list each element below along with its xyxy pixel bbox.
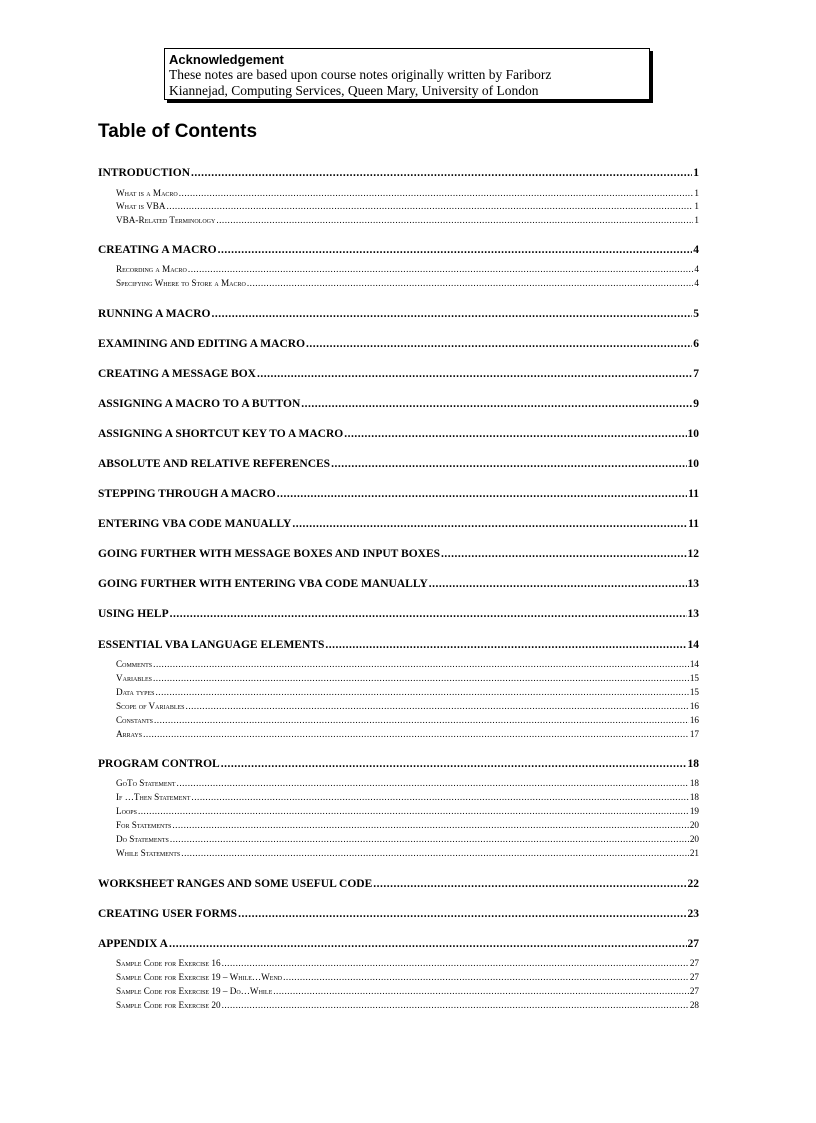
toc-entry-label: RUNNING A MACRO xyxy=(98,308,211,320)
toc-entry-label: While Statements xyxy=(116,848,181,858)
toc-entry-label: APPENDIX A xyxy=(98,938,168,950)
toc-subentry xyxy=(98,791,699,803)
toc-entry-label: What is VBA xyxy=(116,201,166,211)
toc-entry-page-number: 21 xyxy=(689,848,699,858)
toc-entry xyxy=(98,607,699,622)
toc-subentry xyxy=(98,263,699,275)
toc-entry-label: VBA-Related Terminology xyxy=(116,215,216,225)
toc-dot-leader xyxy=(191,166,692,181)
toc-dot-leader xyxy=(292,517,687,532)
toc-entry xyxy=(98,487,699,502)
toc-entry-label: ABSOLUTE AND RELATIVE REFERENCES xyxy=(98,458,331,470)
toc-dot-leader xyxy=(188,263,694,275)
toc-subentry xyxy=(98,200,699,212)
toc-entry xyxy=(98,907,699,922)
toc-entry-label: ASSIGNING A SHORTCUT KEY TO A MACRO xyxy=(98,428,344,440)
toc-dot-leader xyxy=(344,427,686,442)
toc-dot-leader xyxy=(373,877,686,892)
toc-entry-label: Sample Code for Exercise 19 – While…Wend xyxy=(116,972,283,982)
toc-entry-page-number: 15 xyxy=(689,687,699,697)
toc-dot-leader xyxy=(325,638,686,653)
toc-dot-leader xyxy=(170,607,687,622)
toc-title: Table of Contents xyxy=(98,121,258,142)
toc-entry-label: Sample Code for Exercise 19 – Do…While xyxy=(116,986,273,996)
toc-entry-label: Recording a Macro xyxy=(116,264,187,274)
toc-subentry xyxy=(98,957,699,969)
toc-entry-page-number: 1 xyxy=(693,167,699,179)
toc-entry xyxy=(98,397,699,412)
toc-entry-label: GOING FURTHER WITH ENTERING VBA CODE MANUALLY xyxy=(98,578,428,590)
toc-entry-label: PROGRAM CONTROL xyxy=(98,758,220,770)
toc-subentry xyxy=(98,686,699,698)
toc-entry-page-number: 20 xyxy=(689,820,699,830)
acknowledgement-box xyxy=(164,48,650,100)
toc-entry-page-number: 13 xyxy=(687,578,699,590)
toc-entry-page-number: 9 xyxy=(693,398,699,410)
toc-dot-leader xyxy=(172,819,688,831)
toc-subentry xyxy=(98,847,699,859)
toc-entry-page-number: 27 xyxy=(689,972,699,982)
toc-dot-leader xyxy=(306,337,692,352)
toc-entry-page-number: 18 xyxy=(689,778,699,788)
toc-entry xyxy=(98,517,699,532)
toc-entry xyxy=(98,307,699,322)
toc-entry-page-number: 4 xyxy=(694,278,699,288)
toc-entry-page-number: 16 xyxy=(689,715,699,725)
toc-dot-leader xyxy=(167,200,694,212)
toc-entry-label: If …Then Statement xyxy=(116,792,191,802)
toc-dot-leader xyxy=(138,805,689,817)
toc-subentry xyxy=(98,672,699,684)
toc-entry-page-number: 22 xyxy=(687,878,699,890)
toc-entry-page-number: 27 xyxy=(689,986,699,996)
toc-entry xyxy=(98,427,699,442)
toc-entry-page-number: 1 xyxy=(694,215,699,225)
toc-entry-label: Data types xyxy=(116,687,155,697)
toc-entry-label: Scope of Variables xyxy=(116,701,185,711)
toc-subentry xyxy=(98,971,699,983)
toc-subentry xyxy=(98,833,699,845)
toc-entry-page-number: 27 xyxy=(689,958,699,968)
toc-entry-page-number: 6 xyxy=(693,338,699,350)
toc-entry-page-number: 1 xyxy=(694,188,699,198)
toc-entry-label: ASSIGNING A MACRO TO A BUTTON xyxy=(98,398,301,410)
toc-entry-label: INTRODUCTION xyxy=(98,167,191,179)
toc-dot-leader xyxy=(283,971,689,983)
toc-entry-page-number: 4 xyxy=(693,244,699,256)
toc-entry-page-number: 28 xyxy=(689,1000,699,1010)
toc-dot-leader xyxy=(179,187,694,199)
toc-entry-label: ENTERING VBA CODE MANUALLY xyxy=(98,518,292,530)
toc-dot-leader xyxy=(143,728,689,740)
toc-subentry xyxy=(98,277,699,289)
toc-entry-page-number: 19 xyxy=(689,806,699,816)
toc-dot-leader xyxy=(429,577,687,592)
toc-subentry xyxy=(98,700,699,712)
toc-entry-page-number: 10 xyxy=(687,428,699,440)
toc-dot-leader xyxy=(191,791,688,803)
acknowledgement-line: These notes are based upon course notes originally written by Fariborz xyxy=(169,67,552,82)
toc-entry-label: WORKSHEET RANGES AND SOME USEFUL CODE xyxy=(98,878,373,890)
toc-dot-leader xyxy=(238,907,686,922)
toc-entry-page-number: 5 xyxy=(693,308,699,320)
toc-entry-label: ESSENTIAL VBA LANGUAGE ELEMENTS xyxy=(98,639,325,651)
toc-subentry xyxy=(98,714,699,726)
toc-entry xyxy=(98,638,699,653)
toc-entry-page-number: 18 xyxy=(687,758,699,770)
toc-subentry xyxy=(98,777,699,789)
toc-entry-page-number: 14 xyxy=(687,639,699,651)
toc-entry-page-number: 20 xyxy=(689,834,699,844)
toc-entry-label: CREATING USER FORMS xyxy=(98,908,238,920)
toc-entry-label: GoTo Statement xyxy=(116,778,176,788)
toc-entry-page-number: 17 xyxy=(689,729,699,739)
toc-entry-page-number: 13 xyxy=(687,608,699,620)
toc-entry-label: Specifying Where to Store a Macro xyxy=(116,278,246,288)
toc-dot-leader xyxy=(221,757,687,772)
toc-entry-label: EXAMINING AND EDITING A MACRO xyxy=(98,338,306,350)
toc-entry-page-number: 23 xyxy=(687,908,699,920)
toc-entry xyxy=(98,757,699,772)
toc-dot-leader xyxy=(222,999,689,1011)
toc-dot-leader xyxy=(257,367,692,382)
toc-entry-label: Do Statements xyxy=(116,834,169,844)
toc-entry-label: GOING FURTHER WITH MESSAGE BOXES AND INPUT BOXES xyxy=(98,548,441,560)
toc-dot-leader xyxy=(247,277,694,289)
acknowledgement-title: Acknowledgement xyxy=(169,52,284,67)
toc-entry-label: Sample Code for Exercise 16 xyxy=(116,958,221,968)
toc-entry xyxy=(98,877,699,892)
toc-dot-leader xyxy=(153,658,689,670)
toc-dot-leader xyxy=(170,833,689,845)
toc-entry xyxy=(98,457,699,472)
toc-entry-label: CREATING A MESSAGE BOX xyxy=(98,368,256,380)
toc-dot-leader xyxy=(441,547,686,562)
toc-subentry xyxy=(98,805,699,817)
toc-entry xyxy=(98,166,699,181)
toc-dot-leader xyxy=(273,985,689,997)
toc-dot-leader xyxy=(301,397,692,412)
toc-entry-page-number: 11 xyxy=(688,488,699,500)
toc-entry-page-number: 4 xyxy=(694,264,699,274)
toc-dot-leader xyxy=(154,714,689,726)
toc-subentry xyxy=(98,214,699,226)
toc-dot-leader xyxy=(277,487,687,502)
acknowledgement-line: Kiannejad, Computing Services, Queen Mary, University of London xyxy=(169,83,539,98)
toc-entry xyxy=(98,547,699,562)
toc-entry-page-number: 16 xyxy=(689,701,699,711)
toc-entry-page-number: 18 xyxy=(689,792,699,802)
toc-dot-leader xyxy=(181,847,689,859)
toc-dot-leader xyxy=(331,457,686,472)
toc-entry-label: Variables xyxy=(116,673,152,683)
toc-entry-label: CREATING A MACRO xyxy=(98,244,217,256)
toc-entry-page-number: 14 xyxy=(689,659,699,669)
toc-dot-leader xyxy=(222,957,689,969)
toc-entry-page-number: 7 xyxy=(693,368,699,380)
toc-entry-page-number: 15 xyxy=(689,673,699,683)
toc-entry-page-number: 1 xyxy=(694,201,699,211)
toc-entry xyxy=(98,577,699,592)
toc-subentry xyxy=(98,187,699,199)
toc-subentry xyxy=(98,728,699,740)
toc-dot-leader xyxy=(155,686,688,698)
toc-subentry xyxy=(98,985,699,997)
toc-entry-label: Loops xyxy=(116,806,137,816)
toc-entry-label: Arrays xyxy=(116,729,143,739)
toc-dot-leader xyxy=(218,243,693,258)
toc-entry-page-number: 10 xyxy=(687,458,699,470)
toc-entry-label: Constants xyxy=(116,715,153,725)
toc-entry-label: What is a Macro xyxy=(116,188,178,198)
toc-entry xyxy=(98,243,699,258)
toc-entry-label: For Statements xyxy=(116,820,172,830)
toc-dot-leader xyxy=(211,307,692,322)
toc-entry-page-number: 27 xyxy=(687,938,699,950)
toc-dot-leader xyxy=(177,777,689,789)
toc-entry xyxy=(98,367,699,382)
toc-entry-label: USING HELP xyxy=(98,608,169,620)
toc-dot-leader xyxy=(169,937,687,952)
toc-entry-page-number: 12 xyxy=(687,548,699,560)
toc-subentry xyxy=(98,658,699,670)
toc-dot-leader xyxy=(186,700,689,712)
toc-subentry xyxy=(98,999,699,1011)
toc-entry xyxy=(98,937,699,952)
toc-entry xyxy=(98,337,699,352)
toc-entry-page-number: 11 xyxy=(688,518,699,530)
toc-dot-leader xyxy=(153,672,689,684)
toc-entry-label: Sample Code for Exercise 20 xyxy=(116,1000,221,1010)
toc-dot-leader xyxy=(216,214,693,226)
toc-subentry xyxy=(98,819,699,831)
toc-entry-label: STEPPING THROUGH A MACRO xyxy=(98,488,276,500)
toc-entry-label: Comments xyxy=(116,659,153,669)
